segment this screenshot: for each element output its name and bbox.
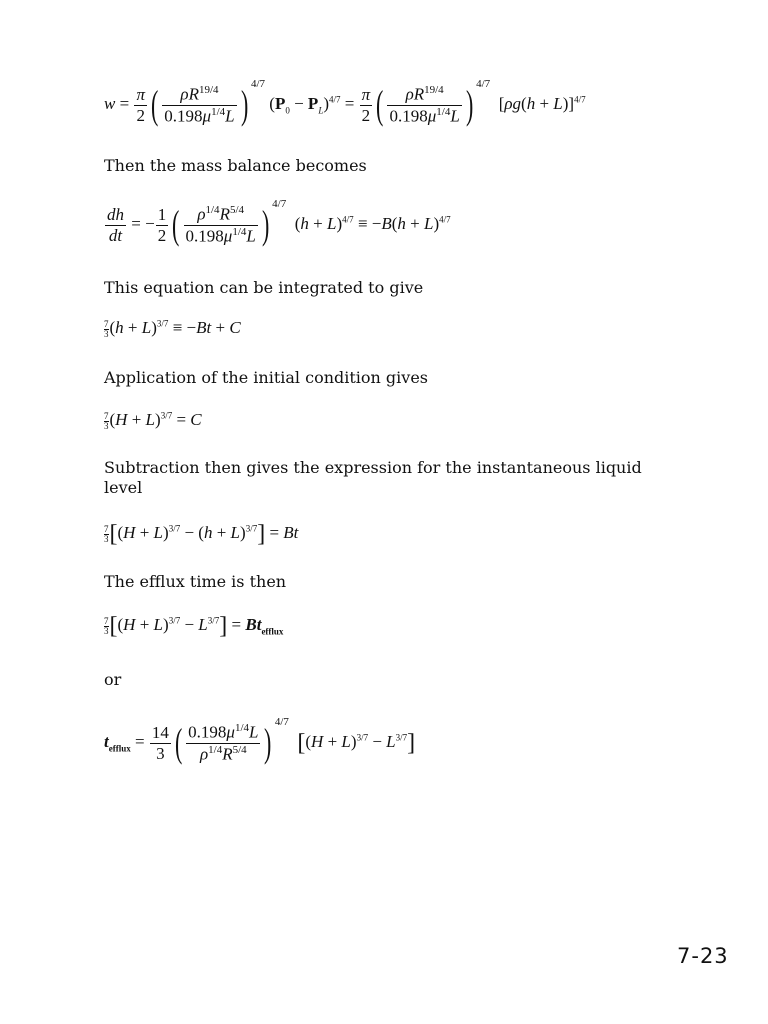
- text-integrated-intro: This equation can be integrated to give: [104, 278, 424, 297]
- equation-w: w = $\frac{\pi}{2}$ ( $\frac{\rho R^{19/4}}{0.198\mu^{1/4}L}$ ) $^{4/7}$ $(P_0 - P_L)^{4/7}$ = $\frac{\pi}{2}$ ( $\frac{\rho R^{19/4}}{0.198\mu^{1/4}L}$ ) $^{4/7}$ $[\rho g(h + L)]^{4/7}$: [104, 78, 586, 128]
- text-subtraction-intro-2: level: [104, 478, 143, 497]
- page-number: 7-23: [677, 944, 729, 968]
- equation-integrated: $\frac{7}{3}$ $(h + L)^{3/7} \equiv -Bt + C$: [104, 318, 241, 339]
- equation-t-efflux: $t_{efflux}$ = $\frac{14}{3}$ ( $\frac{0.198\mu^{1/4}L}{\rho^{1/4}R^{5/4}}$ ) $^{4/7}$ $[(H + L)^{3/7} - L^{3/7}]$: [104, 716, 416, 766]
- equation-efflux: $\frac{7}{3}$ $[(H + L)^{3/7} - L^{3/7}] = Bt_{efflux}$: [104, 613, 284, 639]
- equation-initial: $\frac{7}{3}$ $(H + L)^{3/7} = C$: [104, 410, 202, 431]
- equation-level: $\frac{7}{3}$ $[(H + L)^{3/7} - (h + L)^{3/7}] = Bt$: [104, 521, 299, 547]
- text-initial-condition-intro: Application of the initial condition gives: [104, 368, 429, 387]
- text-subtraction-intro-1: Subtraction then gives the expression for the instantaneous liquid: [104, 458, 642, 477]
- text-or: or: [104, 670, 122, 689]
- text-efflux-intro: The efflux time is then: [104, 572, 287, 591]
- equation-mass-balance: $\frac{dh}{dt}$ = − $\frac{1}{2}$ ( $\frac{\rho^{1/4}R^{5/4}}{0.198\mu^{1/4}L}$ ) $^{4/7}$ $(h + L)^{4/7} \equiv -B(h + L)^{4/7}$: [107, 198, 451, 248]
- text-mass-balance-intro: Then the mass balance becomes: [104, 156, 367, 175]
